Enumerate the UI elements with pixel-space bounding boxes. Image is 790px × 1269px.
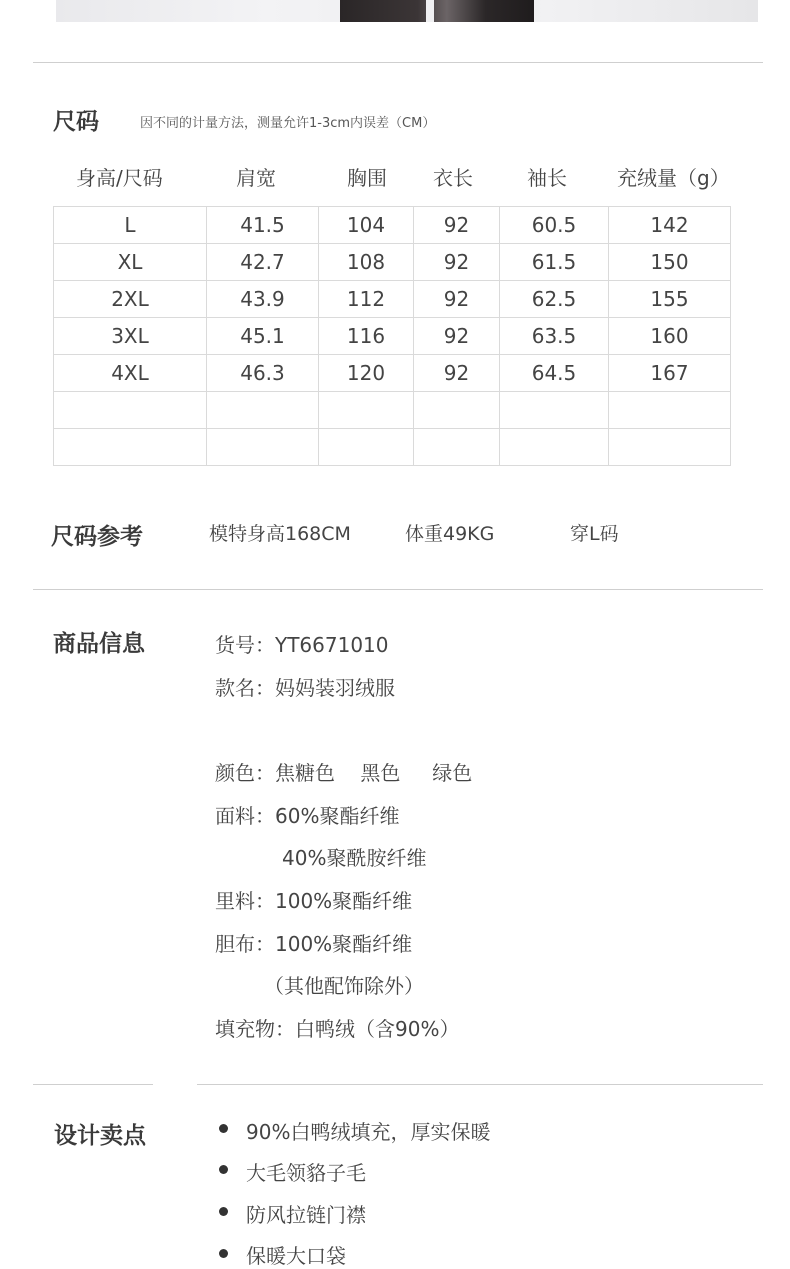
header-height-size: 身高/尺码 xyxy=(76,166,163,190)
bullet-icon xyxy=(219,1124,228,1133)
cell-empty xyxy=(207,392,319,429)
cell-length: 92 xyxy=(414,318,500,355)
cell-shoulder: 42.7 xyxy=(207,244,319,281)
cell-sleeve: 62.5 xyxy=(500,281,609,318)
cell-empty xyxy=(609,429,731,466)
table-row-empty xyxy=(54,392,731,429)
divider-mid xyxy=(33,589,763,590)
model-height: 模特身高168CM xyxy=(209,523,351,545)
info-fabric-2: 40%聚酰胺纤维 xyxy=(282,846,427,870)
divider-bottom-left xyxy=(33,1084,153,1085)
bullet-icon xyxy=(219,1207,228,1216)
bullet-icon xyxy=(219,1165,228,1174)
table-row xyxy=(54,355,731,392)
info-lining: 里料：100%聚酯纤维 xyxy=(215,889,413,913)
header-down-fill: 充绒量（g） xyxy=(617,166,730,190)
cell-empty xyxy=(500,392,609,429)
model-weight: 体重49KG xyxy=(405,523,495,545)
header-length: 衣长 xyxy=(433,166,473,190)
cell-chest: 116 xyxy=(319,318,414,355)
cell-empty xyxy=(319,429,414,466)
header-shoulder: 肩宽 xyxy=(236,166,276,190)
divider-bottom-right xyxy=(197,1084,763,1085)
divider-top xyxy=(33,62,763,63)
cell-empty xyxy=(207,429,319,466)
info-colors: 颜色：焦糖色 黑色 绿色 xyxy=(215,761,473,785)
cell-length: 92 xyxy=(414,281,500,318)
header-sleeve: 袖长 xyxy=(527,166,567,190)
header-chest: 胸围 xyxy=(347,166,387,190)
cell-chest: 120 xyxy=(319,355,414,392)
design-point-item: 大毛领貉子毛 xyxy=(246,1161,366,1185)
table-row xyxy=(54,281,731,318)
cell-sleeve: 64.5 xyxy=(500,355,609,392)
cell-down-fill: 155 xyxy=(609,281,731,318)
cell-empty xyxy=(500,429,609,466)
product-info-title: 商品信息 xyxy=(53,631,145,657)
info-filling: 填充物：白鸭绒（含90%） xyxy=(215,1017,460,1041)
info-item-code: 货号：YT6671010 xyxy=(215,633,389,657)
design-point-item: 防风拉链门襟 xyxy=(246,1203,366,1227)
cell-length: 92 xyxy=(414,207,500,244)
table-row-empty xyxy=(54,429,731,466)
cell-empty xyxy=(414,392,500,429)
cell-empty xyxy=(414,429,500,466)
cell-size: L xyxy=(54,207,207,244)
design-point-item: 保暖大口袋 xyxy=(246,1244,346,1268)
cell-size: 3XL xyxy=(54,318,207,355)
cell-length: 92 xyxy=(414,355,500,392)
bullet-icon xyxy=(219,1249,228,1258)
product-photo-bottom xyxy=(56,0,758,22)
cell-sleeve: 60.5 xyxy=(500,207,609,244)
cell-shoulder: 46.3 xyxy=(207,355,319,392)
size-note: 因不同的计量方法，测量允许1-3cm内误差（CM） xyxy=(140,116,436,131)
cell-chest: 112 xyxy=(319,281,414,318)
info-style-name: 款名：妈妈装羽绒服 xyxy=(215,676,395,700)
table-row xyxy=(54,244,731,281)
table-row xyxy=(54,318,731,355)
cell-down-fill: 142 xyxy=(609,207,731,244)
info-inner-shell: 胆布：100%聚酯纤维 xyxy=(215,932,413,956)
info-accessory-note: （其他配饰除外） xyxy=(264,974,424,998)
cell-empty xyxy=(609,392,731,429)
info-fabric: 面料：60%聚酯纤维 xyxy=(215,804,400,828)
cell-shoulder: 45.1 xyxy=(207,318,319,355)
table-row xyxy=(54,207,731,244)
cell-empty xyxy=(54,429,207,466)
model-size: 穿L码 xyxy=(570,523,619,545)
cell-down-fill: 160 xyxy=(609,318,731,355)
size-table xyxy=(53,206,731,466)
cell-size: 2XL xyxy=(54,281,207,318)
cell-size: XL xyxy=(54,244,207,281)
cell-down-fill: 150 xyxy=(609,244,731,281)
design-point-item: 90%白鸭绒填充，厚实保暖 xyxy=(246,1120,491,1144)
cell-down-fill: 167 xyxy=(609,355,731,392)
cell-chest: 108 xyxy=(319,244,414,281)
design-points-title: 设计卖点 xyxy=(54,1123,146,1149)
cell-size: 4XL xyxy=(54,355,207,392)
size-reference-title: 尺码参考 xyxy=(51,524,143,550)
cell-sleeve: 63.5 xyxy=(500,318,609,355)
cell-empty xyxy=(54,392,207,429)
size-section-title: 尺码 xyxy=(53,109,99,135)
cell-empty xyxy=(319,392,414,429)
cell-length: 92 xyxy=(414,244,500,281)
cell-shoulder: 41.5 xyxy=(207,207,319,244)
cell-sleeve: 61.5 xyxy=(500,244,609,281)
cell-shoulder: 43.9 xyxy=(207,281,319,318)
cell-chest: 104 xyxy=(319,207,414,244)
